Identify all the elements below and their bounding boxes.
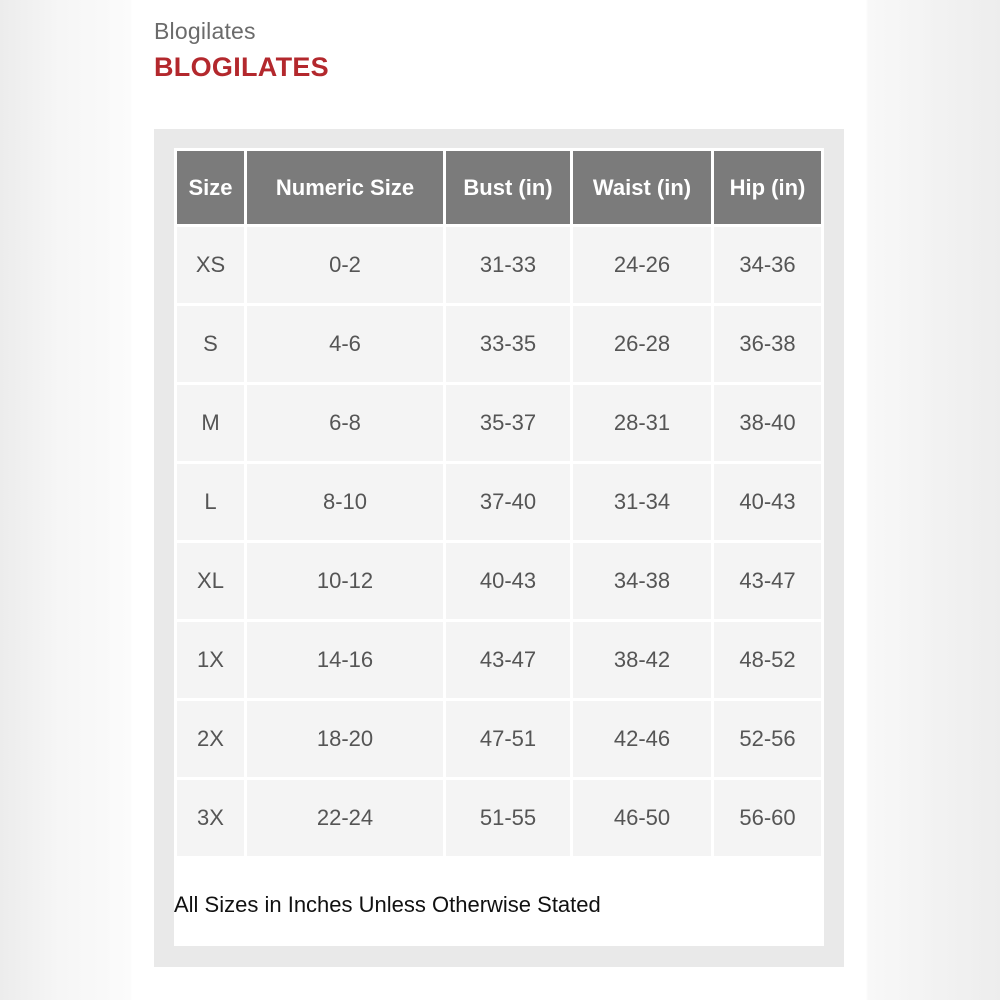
cell-bust: 51-55: [446, 780, 570, 856]
cell-size: L: [177, 464, 244, 540]
table-row: [177, 701, 821, 777]
table-header-row: [177, 151, 821, 224]
cell-hip: 48-52: [714, 622, 821, 698]
table-row: [177, 227, 821, 303]
cell-bust: 40-43: [446, 543, 570, 619]
table-row: [177, 622, 821, 698]
header-hip: Hip (in): [714, 151, 821, 224]
brand-title: BLOGILATES: [154, 52, 329, 82]
cell-waist: 28-31: [573, 385, 711, 461]
cell-bust: 43-47: [446, 622, 570, 698]
cell-waist: 46-50: [573, 780, 711, 856]
cell-hip: 52-56: [714, 701, 821, 777]
cell-numeric-size: 0-2: [247, 227, 443, 303]
cell-bust: 37-40: [446, 464, 570, 540]
header-size: Size: [177, 151, 244, 224]
cell-size: M: [177, 385, 244, 461]
brand-name[interactable]: Blogilates: [154, 18, 256, 44]
cell-waist: 31-34: [573, 464, 711, 540]
cell-hip: 43-47: [714, 543, 821, 619]
cell-numeric-size: 10-12: [247, 543, 443, 619]
cell-bust: 31-33: [446, 227, 570, 303]
cell-numeric-size: 4-6: [247, 306, 443, 382]
cell-waist: 24-26: [573, 227, 711, 303]
cell-numeric-size: 22-24: [247, 780, 443, 856]
size-chart-footnote: All Sizes in Inches Unless Otherwise Stated: [174, 892, 601, 917]
header-bust: Bust (in): [446, 151, 570, 224]
cell-hip: 40-43: [714, 464, 821, 540]
cell-numeric-size: 6-8: [247, 385, 443, 461]
table-row: [177, 780, 821, 856]
table-row: [177, 543, 821, 619]
cell-hip: 56-60: [714, 780, 821, 856]
cell-waist: 38-42: [573, 622, 711, 698]
cell-size: 2X: [177, 701, 244, 777]
cell-bust: 35-37: [446, 385, 570, 461]
cell-hip: 34-36: [714, 227, 821, 303]
cell-bust: 47-51: [446, 701, 570, 777]
cell-waist: 34-38: [573, 543, 711, 619]
size-chart-table: [174, 148, 824, 859]
table-row: [177, 385, 821, 461]
cell-waist: 26-28: [573, 306, 711, 382]
cell-size: S: [177, 306, 244, 382]
cell-numeric-size: 14-16: [247, 622, 443, 698]
cell-numeric-size: 8-10: [247, 464, 443, 540]
cell-size: XS: [177, 227, 244, 303]
header-numeric-size: Numeric Size: [247, 151, 443, 224]
cell-size: 3X: [177, 780, 244, 856]
header-waist: Waist (in): [573, 151, 711, 224]
cell-hip: 38-40: [714, 385, 821, 461]
table-row: [177, 306, 821, 382]
cell-size: XL: [177, 543, 244, 619]
cell-size: 1X: [177, 622, 244, 698]
cell-hip: 36-38: [714, 306, 821, 382]
cell-bust: 33-35: [446, 306, 570, 382]
cell-waist: 42-46: [573, 701, 711, 777]
table-row: [177, 464, 821, 540]
cell-numeric-size: 18-20: [247, 701, 443, 777]
